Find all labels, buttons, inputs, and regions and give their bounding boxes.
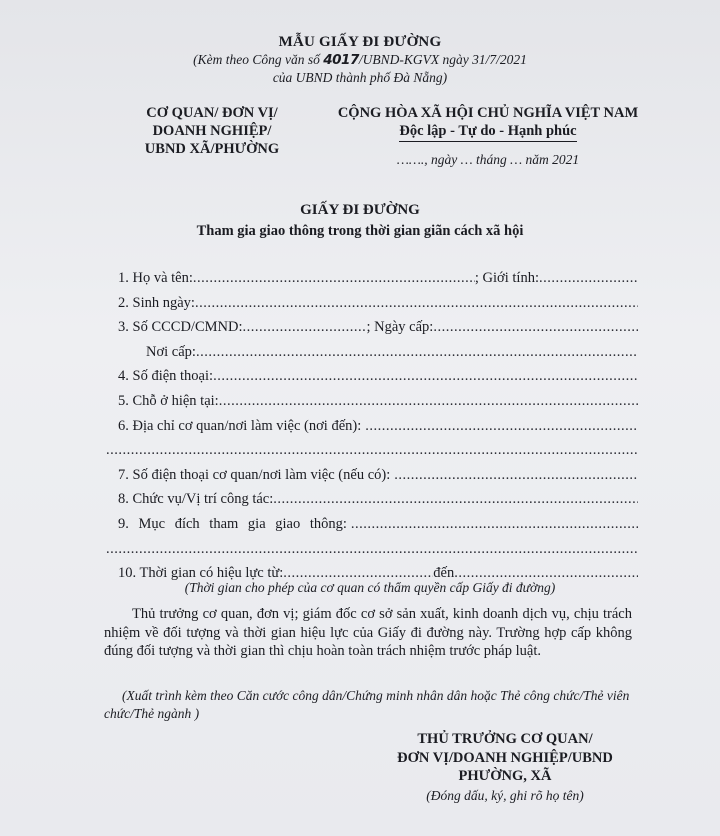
field-label: 5. Chỗ ở hiện tại: [118, 392, 219, 409]
field-purpose[interactable] [118, 516, 638, 541]
form-title: MẪU GIẤY ĐI ĐƯỜNG [278, 34, 442, 50]
validity-note: (Thời gian cho phép của cơ quan có thẩm quyền cấp Giấy đi đường) [184, 580, 556, 595]
signature-line-1: THỦ TRƯỞNG CƠ QUAN/ [417, 731, 593, 747]
field-workplace-address[interactable] [118, 418, 638, 443]
field-phone[interactable] [118, 368, 638, 393]
fill-dots [106, 541, 638, 558]
fill-dots [365, 418, 638, 435]
field-label: 8. Chức vụ/Vị trí công tác: [118, 491, 274, 508]
field-label: đến [433, 565, 455, 582]
field-birth-date[interactable] [118, 295, 638, 320]
field-workplace-address-cont[interactable] [106, 442, 638, 467]
reference-line [0, 51, 720, 69]
field-issue-place[interactable] [118, 344, 638, 369]
document-subtitle: Tham gia giao thông trong thời gian giãn cách xã hội [196, 223, 524, 239]
field-workplace-phone[interactable] [118, 467, 638, 492]
fill-dots [539, 270, 638, 287]
signature-block [330, 730, 680, 804]
document-title: GIẤY ĐI ĐƯỜNG [300, 202, 420, 218]
fill-dots [394, 467, 638, 484]
field-label: 2. Sinh ngày: [118, 294, 195, 311]
form-fields [118, 270, 638, 590]
signature-line-3: PHƯỜNG, XÃ [458, 768, 552, 784]
nation-name: CỘNG HÒA XÃ HỘI CHỦ NGHĨA VIỆT NAM [337, 105, 639, 121]
field-label: 9. Mục đích tham gia giao thông: [118, 515, 347, 532]
form-header [0, 34, 720, 86]
field-full-name[interactable] [118, 270, 638, 295]
reference-line-2: của UBND thành phố Đà Nẵng) [272, 70, 448, 85]
fill-dots [243, 319, 367, 336]
national-heading [318, 104, 658, 168]
field-address[interactable] [118, 393, 638, 418]
attachment-note: (Xuất trình kèm theo Căn cước công dân/Chứng minh nhân dân hoặc Thẻ công chức/Thẻ viên chức/Thẻ ngành ) [104, 688, 630, 721]
field-purpose-cont[interactable] [106, 541, 638, 566]
field-label: 10. Thời gian có hiệu lực từ: [118, 565, 284, 582]
field-label: 6. Địa chỉ cơ quan/nơi làm việc (nơi đến): [118, 417, 362, 434]
agency-line-1: CƠ QUAN/ ĐƠN VỊ/ [146, 105, 278, 121]
field-position[interactable] [118, 491, 638, 516]
issue-date: ……., ngày … tháng … năm 2021 [396, 152, 580, 167]
agency-line-2: DOANH NGHIỆP/ [152, 123, 272, 139]
issuing-agency [112, 104, 312, 158]
document-title-block [0, 202, 720, 240]
agency-line-3: UBND XÃ/PHƯỜNG [144, 141, 280, 157]
fill-dots [219, 393, 638, 410]
signature-instruction: (Đóng dấu, ký, ghi rõ họ tên) [426, 787, 584, 803]
fill-dots [273, 491, 638, 508]
field-label: 1. Họ và tên: [118, 270, 193, 286]
field-label: Nơi cấp: [146, 343, 196, 360]
fill-dots [433, 319, 638, 336]
responsibility-paragraph: Thủ trưởng cơ quan, đơn vị; giám đốc cơ sở sản xuất, kinh doanh dịch vụ, chịu trách nhiệm về đối tượng và thời gian hiệu lực của Giấy đi đường này. Trường hợp cấp không đúng đối tượng và thời gian thì chịu hoàn toàn trách nhiệm trước pháp luật. [104, 606, 632, 659]
fill-dots [351, 516, 638, 533]
field-label: 4. Số điện thoại: [118, 368, 214, 385]
fill-dots [195, 295, 638, 312]
field-id-number[interactable] [118, 319, 638, 344]
field-label: 3. Số CCCD/CMND: [118, 319, 243, 336]
field-label: 7. Số điện thoại cơ quan/nơi làm việc (nếu có): [118, 466, 391, 483]
reference-prefix: (Kèm theo Công văn số [193, 52, 324, 67]
reference-suffix: /UBND-KGVX ngày 31/7/2021 [358, 52, 527, 67]
fill-dots [193, 270, 475, 287]
field-label: ; Giới tính: [474, 270, 539, 286]
reference-number: 4017 [323, 52, 359, 68]
fill-dots [106, 442, 638, 459]
fill-dots [213, 368, 638, 385]
field-label: ; Ngày cấp: [366, 319, 434, 336]
fill-dots [196, 344, 638, 361]
national-motto: Độc lập - Tự do - Hạnh phúc [399, 122, 576, 142]
signature-line-2: ĐƠN VỊ/DOANH NGHIỆP/UBND [397, 749, 613, 766]
